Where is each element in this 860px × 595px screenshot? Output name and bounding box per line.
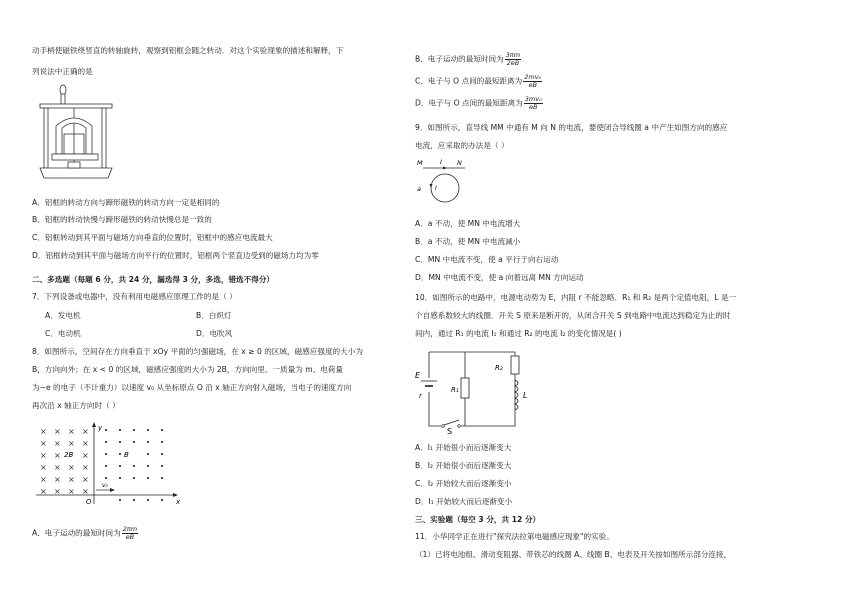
q11-stem: 11．小华同学正在进行"探究法拉第电磁感应现象"的实验。	[415, 532, 614, 541]
svg-text:×: ×	[54, 475, 61, 484]
q10-stem-line3: 间内，通过 R₁ 的电流 I₁ 和通过 R₂ 的电流 I₂ 的变化情况是( )	[415, 329, 622, 338]
q8-option-a: A．电子运动的最短时间为 $\frac{2\pi m}{eB}$	[32, 525, 138, 541]
q7-stem: 7．下列设备或电器中，没有利用电磁感应原理工作的是（ ）	[32, 292, 237, 301]
q6-option-a: A．铝框的转动方向与蹄形磁铁的转动方向一定是相同的	[32, 198, 220, 207]
svg-text:×: ×	[68, 475, 75, 484]
q10-option-b: B．I₂ 开始很小而后逐渐变大	[415, 461, 512, 470]
origin-label: O	[86, 498, 92, 506]
label-l: L	[523, 391, 528, 400]
q6-stem-line2: 列说法中正确的是	[32, 67, 93, 76]
q8-stem-line3: 为−e 的电子（不计重力）以速度 v₀ 从坐标原点 O 沿 x 轴正方向射入磁场，当电子的速度方向	[32, 383, 352, 392]
svg-text:×: ×	[40, 427, 47, 436]
svg-text:×: ×	[68, 439, 75, 448]
label-e: E	[415, 371, 421, 380]
svg-text:×: ×	[40, 487, 47, 496]
label-i: I	[440, 158, 442, 166]
q8-option-c: C．电子与 O 点间的最短距离为 $\frac{\text{2mv₀}}{eB}$	[415, 73, 542, 89]
q8-stem-line2: B，方向向外；在 x < 0 的区域，磁感应强度的大小为 2B，方向向里。一质量为 m、电荷量	[32, 365, 344, 374]
label-r: r	[419, 392, 422, 400]
q6-apparatus-figure	[38, 82, 116, 186]
svg-text:×: ×	[82, 439, 89, 448]
svg-text:×: ×	[54, 439, 61, 448]
label-r2: R₂	[495, 364, 503, 372]
svg-text:×: ×	[40, 463, 47, 472]
label-n: N	[457, 159, 462, 167]
q10-option-c: C．I₂ 开始较大而后逐渐变小	[415, 479, 512, 488]
label-r1: R₁	[451, 386, 459, 394]
q10-stem-line1: 10．如图所示的电路中，电源电动势为 E，内阻 r 不能忽略．R₁ 和 R₂ 是两个定值电阻，L 是一	[415, 293, 737, 302]
svg-text:×: ×	[40, 439, 47, 448]
svg-text:×: ×	[54, 427, 61, 436]
q9-option-c: C．MN 中电流不变，使 a 平行于向右运动	[415, 255, 559, 264]
label-2b: 2B	[64, 451, 74, 459]
q10-option-a: A．I₁ 开始很小而后逐渐变大	[415, 443, 512, 452]
svg-text:×: ×	[82, 463, 89, 472]
section-multiple-choice-heading: 二、多选题（每题 6 分，共 24 分，漏选得 3 分，多选，错选不得分）	[32, 275, 275, 284]
q8-field-figure	[34, 420, 184, 508]
q6-option-d: D．铝框转动到其平面与磁场方向平行的位置时，铝框两个竖直边受到的磁场力均为零	[32, 251, 319, 260]
svg-text:×: ×	[68, 463, 75, 472]
q9-option-b: B．a 不动，使 MN 中电流减小	[415, 237, 521, 246]
q6-option-b: B．铝框的转动快慢与蹄形磁铁的转动快慢总是一致的	[32, 215, 212, 224]
svg-text:×: ×	[82, 475, 89, 484]
svg-text:×: ×	[68, 487, 75, 496]
q7-option-a: A．发电机	[45, 311, 81, 320]
q7-option-d: D．电吹风	[196, 329, 233, 338]
q7-option-b: B．白炽灯	[196, 311, 232, 320]
q10-option-d: D．I₁ 开始较大而后逐渐变小	[415, 497, 513, 506]
svg-text:×: ×	[82, 487, 89, 496]
q9-stem-line1: 9．如图所示，直导线 MM 中通有 M 向 N 的电流，要使闭合导线圈 a 中产生如图方向的感应	[415, 123, 728, 132]
q7-option-c: C．电动机	[45, 329, 81, 338]
q10-stem-line2: 个自感系数较大的线圈．开关 S 原来是断开的，从闭合开关 S 到电路中电流达到稳定为止的时	[415, 311, 731, 320]
q11-part1: （1）已将电池组、滑动变阻器、带铁芯的线圈 A、线圈 B、电表及开关按如图所示部分连接，	[415, 550, 732, 559]
q8-stem-line1: 8．如图所示，空间存在方向垂直于 xOy 平面的匀强磁场，在 x ≥ 0 的区域，磁感应强度的大小为	[32, 347, 363, 356]
label-b: B	[124, 451, 129, 459]
label-m: M	[417, 159, 423, 167]
section-experiment-heading: 三、实验题（每空 3 分，共 12 分）	[415, 515, 541, 524]
q6-option-c: C．铝框转动到其平面与磁场方向垂直的位置时，铝框中的感应电流最大	[32, 233, 273, 242]
svg-text:×: ×	[54, 487, 61, 496]
q8-option-d: D．电子与 O 点间的最短距离为 $\frac{\text{3mv₀}}{eB}$	[415, 95, 542, 111]
svg-text:×: ×	[40, 475, 47, 484]
label-loop-i: I	[435, 185, 437, 192]
into-page-crosses	[40, 427, 89, 496]
q9-wire-loop-figure	[415, 156, 475, 208]
svg-text:×: ×	[40, 451, 47, 460]
svg-text:×: ×	[82, 451, 89, 460]
svg-text:×: ×	[54, 463, 61, 472]
q9-option-a: A．a 不动，使 MN 中电流增大	[415, 219, 521, 228]
q6-stem-line1: 动手柄使磁铁绕竖直的转轴旋转，观察到铝框会随之转动．对这个实验现象的描述和解释，下	[32, 46, 344, 55]
q9-option-d: D．MN 中电流不变，使 a 向着远离 MN 方向运动	[415, 273, 584, 282]
svg-text:×: ×	[54, 451, 61, 460]
svg-text:×: ×	[68, 427, 75, 436]
q8-stem-line4: 再次沿 x 轴正方向时（ ）	[32, 401, 120, 410]
x-axis-label: x	[176, 498, 181, 506]
label-a: a	[417, 185, 421, 193]
q8-option-b: B．电子运动的最短时间为 $\frac{3\pi m}{2eB}$	[415, 51, 521, 67]
q9-stem-line2: 电流，应采取的办法是（ ）	[415, 141, 509, 150]
svg-text:×: ×	[82, 427, 89, 436]
q10-circuit-figure	[415, 348, 527, 434]
velocity-label: v₀	[102, 482, 108, 489]
y-axis-label: y	[98, 424, 103, 432]
label-s: S	[447, 427, 453, 436]
